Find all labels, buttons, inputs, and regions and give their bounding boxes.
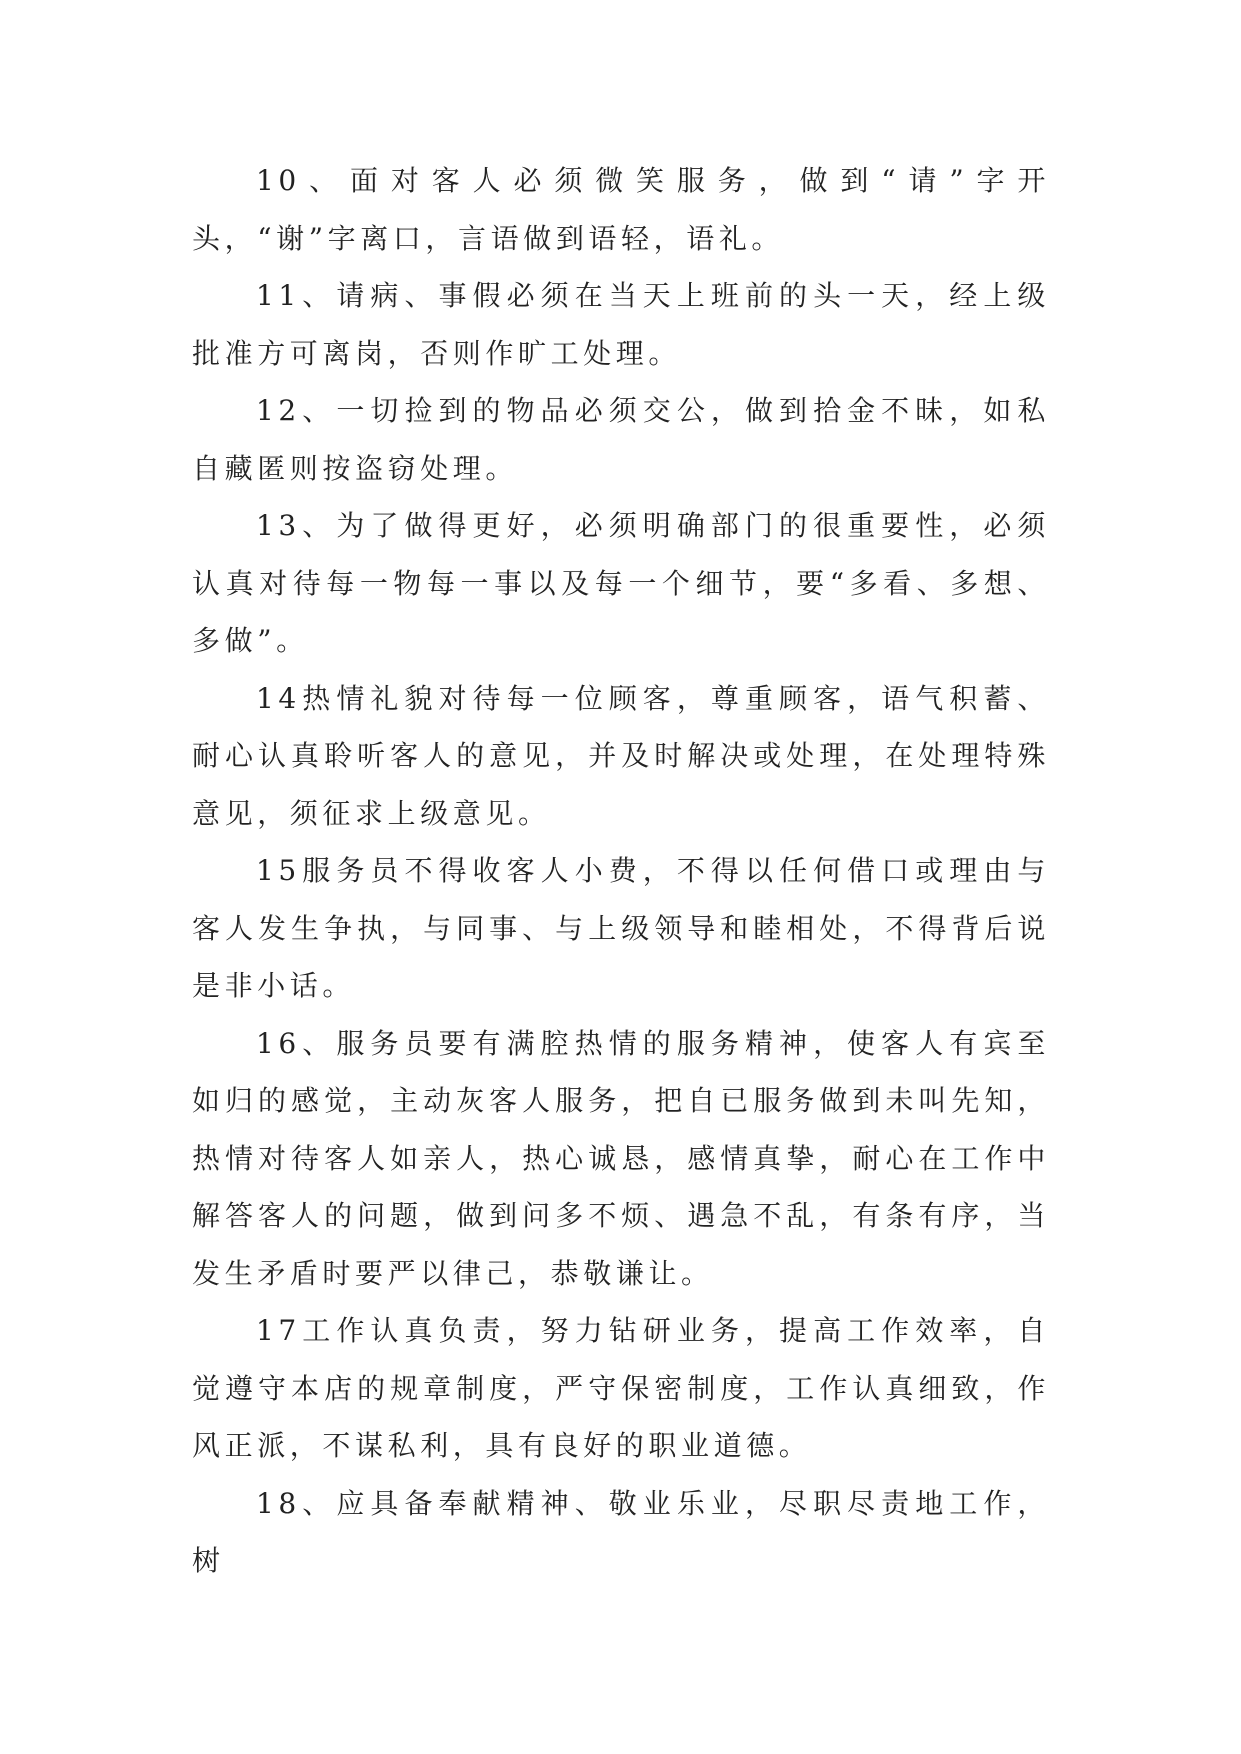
document-body: [192, 152, 1050, 1590]
paragraph-rule-14: 14热情礼貌对待每一位顾客，尊重顾客，语气积蓄、耐心认真聆听客人的意见，并及时解决或处理，在处理特殊意见，须征求上级意见。: [192, 681, 1050, 830]
paragraph-rule-11: 11、请病、事假必须在当天上班前的头一天，经上级批准方可离岗，否则作旷工处理。: [192, 279, 1050, 370]
paragraph-rule-10: 10、面对客人必须微笑服务，做到“请”字开头，“谢”字离口，言语做到语轻，语礼。: [192, 164, 1050, 255]
paragraph-rule-15: 15服务员不得收客人小费，不得以任何借口或理由与客人发生争执，与同事、与上级领导和睦相处，不得背后说是非小话。: [192, 854, 1050, 1002]
paragraph-rule-18: 18、应具备奉献精神、敬业乐业，尽职尽责地工作，树: [192, 1486, 1050, 1577]
paragraph-rule-17: 17工作认真负责，努力钻研业务，提高工作效率，自觉遵守本店的规章制度，严守保密制度，工作认真细致，作风正派，不谋私利，具有良好的职业道德。: [192, 1314, 1050, 1462]
paragraph-rule-13: 13、为了做得更好，必须明确部门的很重要性，必须认真对待每一物每一事以及每一个细节，要“多看、多想、多做”。: [192, 509, 1050, 657]
paragraph-rule-12: 12、一切捡到的物品必须交公，做到拾金不昧，如私自藏匿则按盗窃处理。: [192, 394, 1050, 485]
paragraph-rule-16: 16、服务员要有满腔热情的服务精神，使客人有宾至如归的感觉，主动灰客人服务，把自已服务做到未叫先知，热情对待客人如亲人，热心诚恳，感情真挚，耐心在工作中解答客人的问题，做到问多不烦、遇急不乱，有条有序，当发生矛盾时要严以律己，恭敬谦让。: [192, 1026, 1050, 1290]
